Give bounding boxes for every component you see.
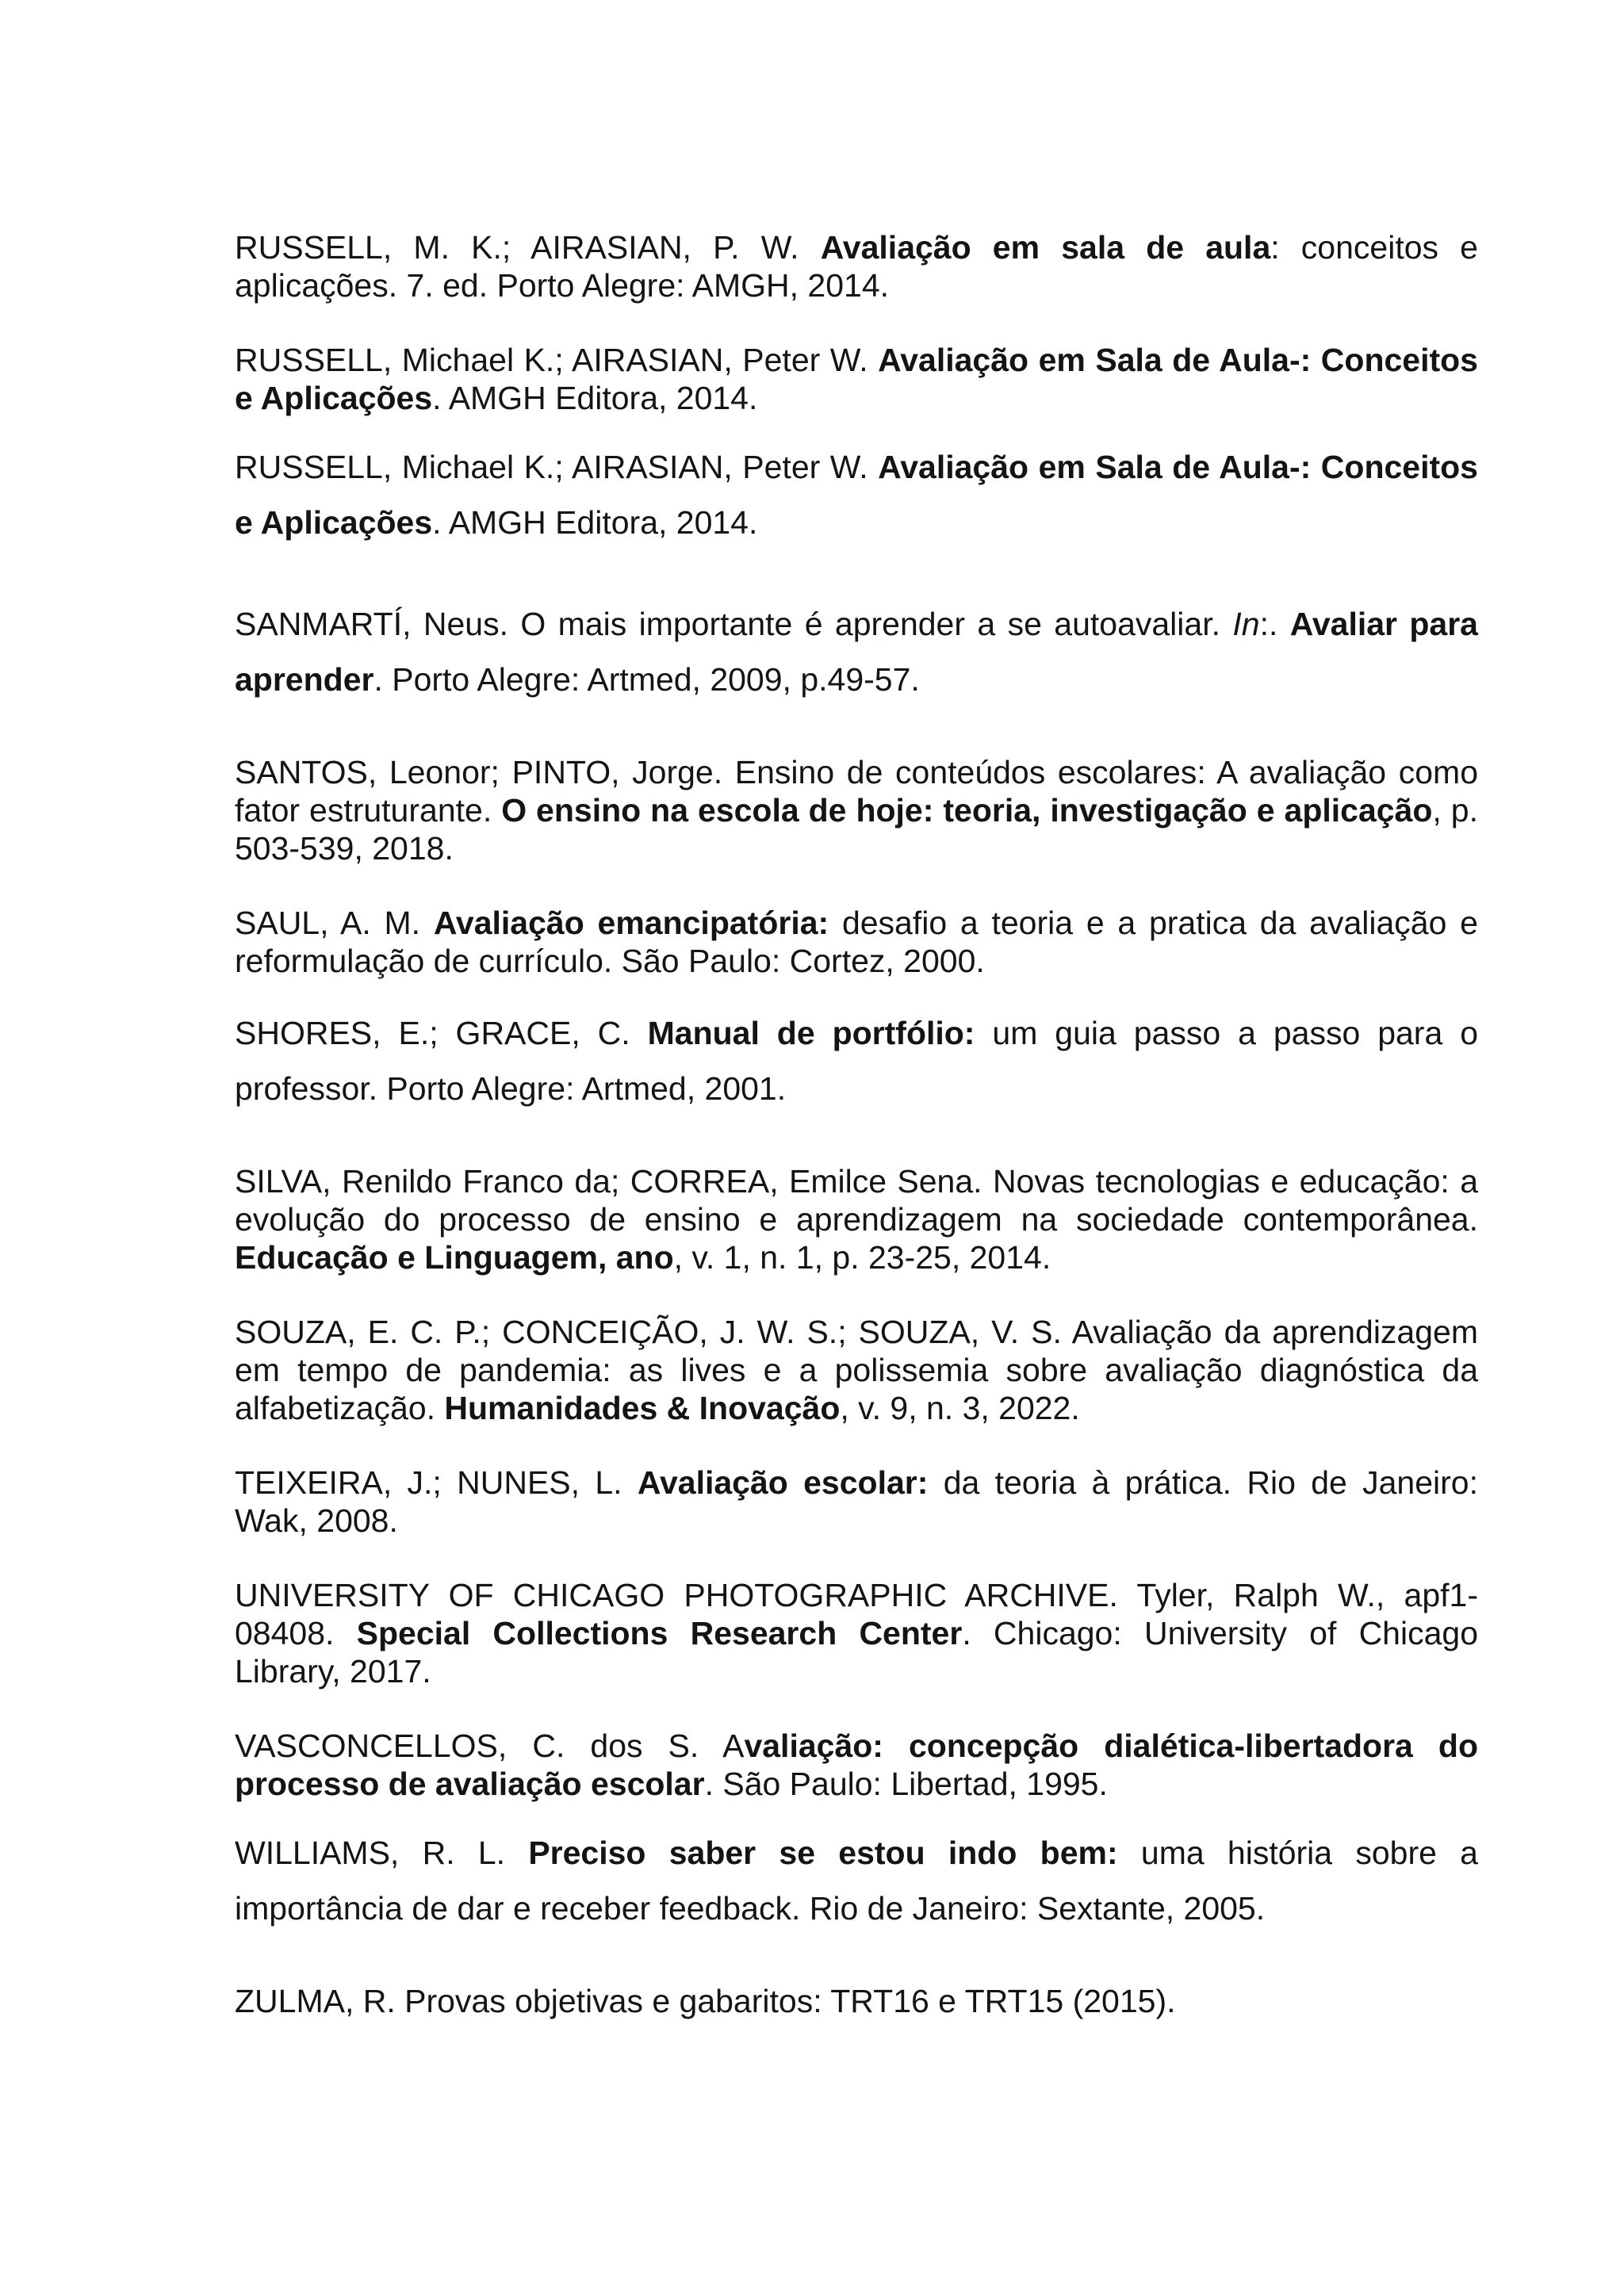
reference-entry [235, 1162, 1478, 1276]
reference-text: . Chicago: University of Chicago Library, 2017. [235, 1615, 1479, 1689]
reference-entry [235, 1464, 1478, 1540]
reference-text: RUSSELL, Michael K.; AIRASIAN, Peter W. [235, 342, 879, 378]
reference-entry [235, 1982, 1478, 2020]
reference-text: , p. 503-539, 2018. [235, 792, 1478, 867]
reference-title: Avaliar para aprender [235, 606, 1478, 698]
reference-italic: In [1232, 606, 1260, 642]
reference-text: TEIXEIRA, J.; NUNES, L. [235, 1464, 638, 1501]
reference-text: da teoria à prática. Rio de Janeiro: Wak, 2008. [235, 1464, 1478, 1539]
reference-text: . São Paulo: Libertad, 1995. [704, 1766, 1108, 1802]
reference-text: ZULMA, R. Provas objetivas e gabaritos: TRT16 e TRT15 (2015). [235, 1983, 1176, 2019]
reference-text: uma história sobre a importância de dar e receber feedback. Rio de Janeiro: Sextante, 2005. [235, 1835, 1478, 1927]
reference-title: Humanidades & Inovação [444, 1390, 841, 1426]
reference-entry [235, 753, 1478, 867]
reference-text: SANTOS, Leonor; PINTO, Jorge. Ensino de conteúdos escolares: A avaliação como fator estruturante. [235, 754, 1478, 828]
reference-title: Special Collections Research Center [356, 1615, 963, 1651]
reference-title: Avaliação escolar: [637, 1464, 929, 1501]
reference-text: . AMGH Editora, 2014. [432, 380, 758, 416]
reference-text: SOUZA, E. C. P.; CONCEIÇÃO, J. W. S.; SOUZA, V. S. Avaliação da aprendizagem em tempo de pandemia: as lives e a polissemia sobre avaliação diagnóstica da alfabetização. [235, 1314, 1478, 1426]
reference-title: Preciso saber se estou indo bem: [528, 1835, 1118, 1871]
reference-text: . Porto Alegre: Artmed, 2009, p.49-57. [373, 661, 920, 698]
reference-text: :. [1259, 606, 1290, 642]
reference-title: Avaliação em Sala de Aula-: Conceitos e Aplicações [235, 449, 1478, 541]
reference-title: valiação: concepção dialética-libertadora do processo de avaliação escolar [235, 1728, 1479, 1802]
reference-text: desafio a teoria e a pratica da avaliação e reformulação de currículo. São Paulo: Cortez, 2000. [235, 905, 1478, 979]
reference-text: SILVA, Renildo Franco da; CORREA, Emilce Sena. Novas tecnologias e educação: a evolução do processo de ensino e aprendizagem na sociedade contemporânea. [235, 1163, 1478, 1238]
reference-entry [235, 1727, 1478, 1803]
reference-text: SHORES, E.; GRACE, C. [235, 1015, 648, 1051]
reference-entry [235, 341, 1478, 417]
reference-title: Educação e Linguagem, ano [235, 1239, 674, 1276]
reference-entry [235, 596, 1478, 707]
reference-text: SAUL, A. M. [235, 905, 434, 941]
reference-title: Avaliação emancipatória: [433, 905, 829, 941]
reference-entry [235, 228, 1478, 304]
reference-title: O ensino na escola de hoje: teoria, investigação e aplicação [501, 792, 1433, 828]
reference-text: , v. 9, n. 3, 2022. [840, 1390, 1080, 1426]
reference-text: UNIVERSITY OF CHICAGO PHOTOGRAPHIC ARCHIVE. Tyler, Ralph W., apf1-08408. [235, 1577, 1478, 1651]
reference-title: Avaliação em sala de aula [820, 229, 1271, 266]
reference-text: SANMARTÍ, Neus. O mais importante é aprender a se autoavaliar. [235, 606, 1233, 642]
reference-text: RUSSELL, Michael K.; AIRASIAN, Peter W. [235, 449, 879, 485]
reference-entry [235, 1313, 1478, 1427]
reference-text: WILLIAMS, R. L. [235, 1835, 529, 1871]
reference-text: VASCONCELLOS, C. dos S. A [235, 1728, 745, 1764]
reference-entry [235, 904, 1478, 980]
reference-text: RUSSELL, M. K.; AIRASIAN, P. W. [235, 229, 821, 266]
reference-list [235, 228, 1478, 2057]
reference-text: : conceitos e aplicações. 7. ed. Porto Alegre: AMGH, 2014. [235, 229, 1478, 304]
reference-entry [235, 1005, 1478, 1116]
reference-text: . AMGH Editora, 2014. [432, 504, 758, 541]
reference-text: um guia passo a passo para o professor. Porto Alegre: Artmed, 2001. [235, 1015, 1478, 1107]
reference-entry [235, 439, 1478, 550]
reference-entry [235, 1576, 1478, 1690]
reference-entry [235, 1825, 1478, 1936]
reference-text: , v. 1, n. 1, p. 23-25, 2014. [673, 1239, 1051, 1276]
reference-title: Avaliação em Sala de Aula-: Conceitos e Aplicações [235, 342, 1478, 416]
reference-title: Manual de portfólio: [647, 1015, 975, 1051]
